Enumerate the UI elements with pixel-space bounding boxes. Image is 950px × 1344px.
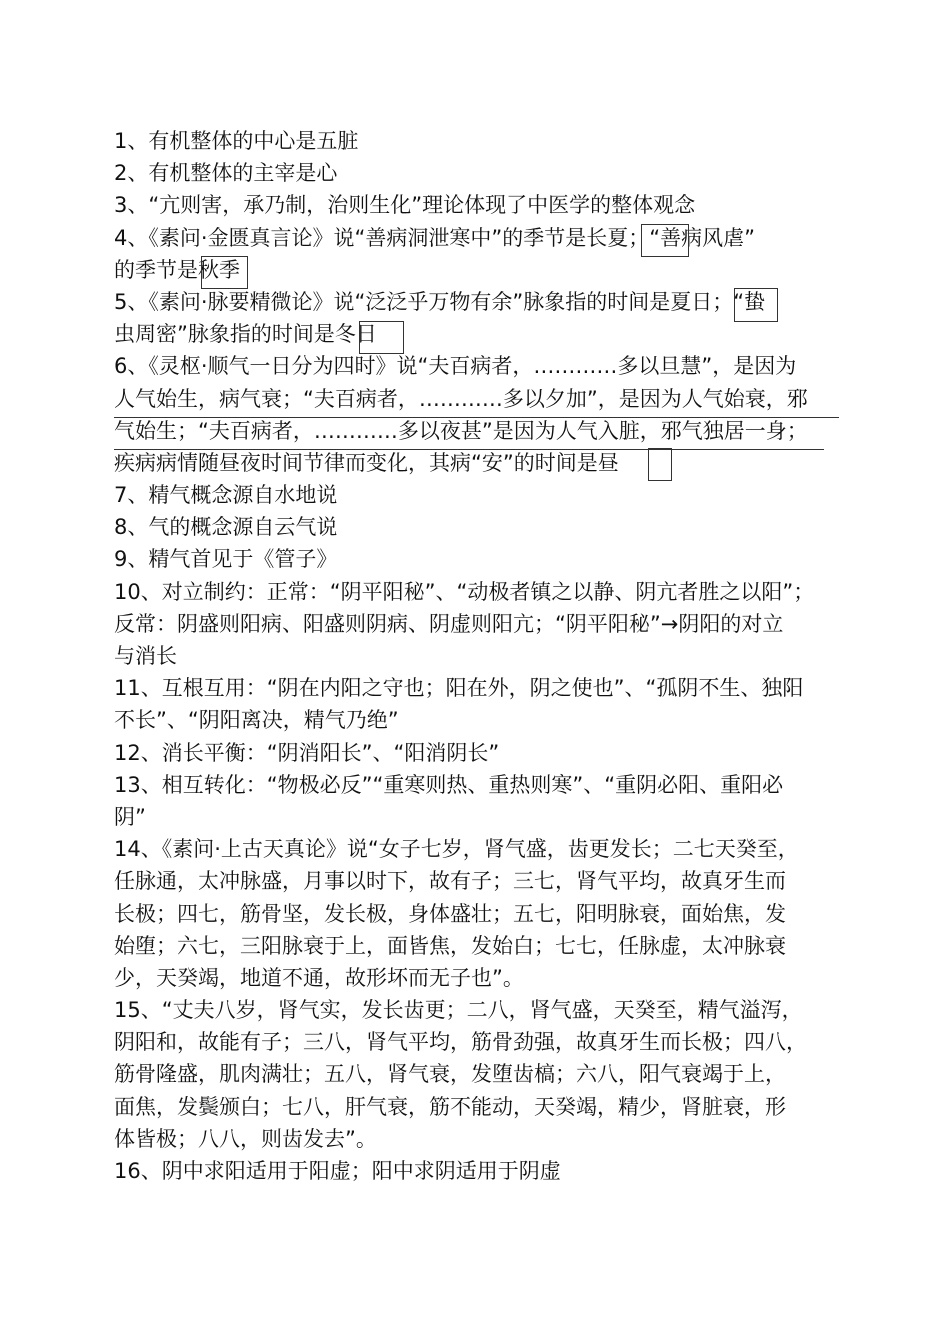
text-line-30: 筋骨隆盛，肌肉满壮；五八，肾气衰，发堕齿槁；六八，阳气衰竭于上，: [114, 1062, 786, 1087]
answer-underline-1: [114, 417, 839, 418]
text-line-23: 14、《素问·上古天真论》说“女子七岁，肾气盛，齿更发长；二七天癸至，: [114, 837, 799, 862]
text-line-29: 阴阳和，故能有子；三八，肾气平均，筋骨劲强，故真牙生而长极；四八，: [114, 1030, 807, 1055]
text-line-14: 9、精气首见于《管子》: [114, 547, 338, 572]
text-line-32: 体皆极；八八，则齿发去”。: [114, 1126, 377, 1151]
answer-underline-2: [114, 449, 824, 450]
answer-box-dongri: [359, 321, 404, 354]
text-line-24: 任脉通，太冲脉盛，月事以时下，故有子；三七，肾气平均，故真牙生而: [114, 869, 786, 894]
text-line-26: 始堕；六七，三阳脉衰于上，面皆焦，发始白；七七，任脉虚，太冲脉衰: [114, 933, 786, 958]
answer-box-qiuji: [201, 256, 248, 289]
answer-box-changxia: [641, 224, 689, 257]
text-line-33: 16、阴中求阳适用于阳虚；阳中求阴适用于阴虚: [114, 1159, 561, 1183]
text-line-17: 与消长: [114, 644, 177, 668]
text-line-8: 6、《灵枢·顺气一日分为四时》说“夫百病者，…………多以旦慧”，是因为: [114, 354, 797, 379]
text-line-25: 长极；四七，筋骨坚，发长极，身体盛壮；五七，阳明脉衰，面始焦，发: [114, 901, 786, 926]
text-line-16: 反常：阴盛则阳病、阳盛则阴病、阴虚则阳亢；“阴平阳秘”→阴阳的对立: [114, 611, 784, 636]
text-line-7: 虫周密”脉象指的时间是冬日: [114, 322, 377, 347]
text-line-9: 人气始生，病气衰；“夫百病者，…………多以夕加”，是因为人气始衰，邪: [114, 386, 808, 411]
text-line-3: 3、“亢则害，承乃制，治则生化”理论体现了中医学的整体观念: [114, 193, 696, 218]
text-line-4: 4、《素问·金匮真言论》说“善病洞泄寒中”的季节是长夏；“善病风虐”: [114, 225, 756, 250]
text-line-31: 面焦，发鬓颁白；七八，肝气衰，筋不能动，天癸竭，精少，肾脏衰，形: [114, 1094, 786, 1119]
answer-box-xiari: [734, 288, 778, 322]
text-line-18: 11、互根互用：“阴在内阳之守也；阳在外，阴之使也”、“孤阴不生、独阳: [114, 676, 804, 701]
text-line-2: 2、有机整体的主宰是心: [114, 161, 338, 186]
text-line-1: 1、有机整体的中心是五脏: [114, 129, 359, 153]
text-line-13: 8、气的概念源自云气说: [114, 515, 338, 540]
text-line-10: 气始生；“夫百病者，…………多以夜甚”是因为人气入脏，邪气独居一身；: [114, 418, 808, 443]
text-line-22: 阴”: [114, 804, 146, 829]
text-line-28: 15、“丈夫八岁，肾气实，发长齿更；二八，肾气盛，天癸至，精气溢泻，: [114, 998, 803, 1023]
text-line-21: 13、相互转化：“物极必反”“重寒则热、重热则寒”、“重阴必阳、重阳必: [114, 772, 784, 797]
text-line-19: 不长”、“阴阳离决，精气乃绝”: [114, 708, 399, 733]
answer-box-zhou: [648, 448, 672, 481]
text-line-5: 的季节是秋季: [114, 257, 240, 282]
text-line-27: 少，天癸竭，地道不通，故形坏而无子也”。: [114, 965, 524, 990]
text-line-11: 疾病病情随昼夜时间节律而变化，其病“安”的时间是昼: [114, 450, 619, 475]
text-line-15: 10、对立制约：正常：“阴平阳秘”、“动极者镇之以静、阴亢者胜之以阳”；: [114, 579, 815, 604]
text-line-6: 5、《素问·脉要精微论》说“泛泛乎万物有余”脉象指的时间是夏日；“蛰: [114, 289, 766, 314]
text-line-12: 7、精气概念源自水地说: [114, 483, 338, 508]
text-line-20: 12、消长平衡：“阴消阳长”、“阳消阴长”: [114, 740, 500, 765]
